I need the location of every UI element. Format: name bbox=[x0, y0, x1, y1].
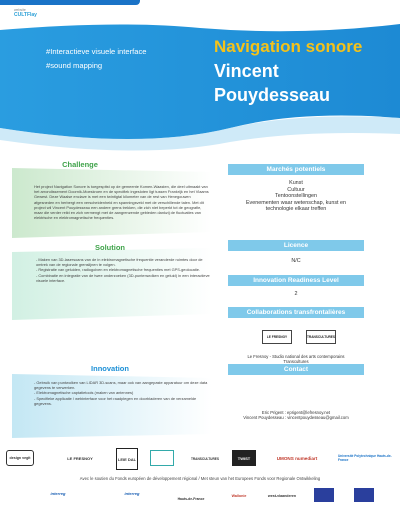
markets-heading: Marchés potentiels bbox=[228, 164, 364, 175]
collaborations-caption bbox=[228, 354, 364, 365]
innovation-heading: Innovation bbox=[91, 364, 129, 373]
partner-logo: TWIST bbox=[232, 450, 256, 466]
innovation-item: - Gebruik van puntwolken van LIDAR 3D-scans, maar ook van aangepaste apparatuur om deze data gegevens te verwerken. bbox=[34, 380, 208, 391]
collaboration-caption-2: Transcultures bbox=[283, 359, 309, 365]
partner-logo: Université Polytechnique Hauts-de-France bbox=[338, 454, 392, 462]
solution-item: - Maken van 3D-lasersoans van de in elektromagnetische frequentie veranderde ruimtes door de omtrek van de regionale grenslijnen te volgen. bbox=[36, 257, 203, 268]
transcultures-logo: TRANSCULTURES bbox=[306, 330, 336, 344]
contact-line-1: Eric Prigent : eprigent@lefresnoy.net bbox=[261, 410, 331, 415]
market-item: Kunst bbox=[289, 180, 303, 186]
artist-first-name: Vincent bbox=[214, 61, 279, 81]
innovation-item: - Specifieke applicatie / webinterface voor het raadplegen en doorbladeren van de verzamelde gegevens. bbox=[34, 395, 197, 406]
brand-logo: CULTFlay bbox=[14, 12, 37, 18]
partner-logo: LE FRESNOY bbox=[67, 455, 93, 461]
readiness-heading: Innovation Readiness Level bbox=[228, 275, 364, 286]
contact-heading: Contact bbox=[228, 364, 364, 375]
licence-value: N/C bbox=[291, 258, 301, 264]
solution-heading: Solution bbox=[95, 243, 125, 252]
market-item: Evenementen waar wetenschap, kunst en bbox=[245, 199, 347, 206]
partner-logo: UMONS numediart bbox=[276, 455, 318, 461]
funder-logo: west-vlaanderen bbox=[267, 494, 297, 498]
readiness-value: 2 bbox=[294, 291, 298, 297]
artist-last-name: Pouydesseau bbox=[214, 85, 331, 105]
support-statement: Avec le soutien du Fonds européen de développement régional / Met steun van het Europees Fonds voor Regionale Ontwikkeling bbox=[79, 476, 321, 481]
funder-logo: Wallonie bbox=[231, 494, 247, 498]
market-item: Cultuur bbox=[287, 186, 305, 193]
header bbox=[0, 0, 400, 158]
partner-logo: design vegit bbox=[6, 450, 34, 466]
project-title: Navigation sonore bbox=[214, 37, 363, 56]
funder-logo: interreg bbox=[50, 490, 66, 496]
contact-details bbox=[228, 410, 364, 421]
solution-item: - Combinatie en integratie van de twee onderzoeken (3D-puntenwolken en geluid) in een interactieve visuele interface. bbox=[36, 272, 210, 283]
markets-list bbox=[228, 180, 364, 213]
top-accent-bar bbox=[0, 0, 140, 5]
innovation-list bbox=[34, 380, 210, 406]
partner-logo: LEIE DAL bbox=[116, 448, 138, 470]
partner-logo bbox=[150, 450, 174, 466]
collaboration-caption-1: Le Fresnoy - Studio national des arts contemporains bbox=[247, 354, 345, 359]
flag-icon bbox=[354, 488, 374, 502]
challenge-text: Het project Navigation Sonore is toegespitst op de gemeente Komen-Waasten, die deel uitmaakt van het arrondissement Doornik-Moeskroen en de specifiek ingesloten ligt tussen Frankrijk en het Vlaams Gewest. Deze Waalse enclave is met een twintigtal kilometer van de rest van Henegouwen afgesneden en herbergt een verscheidenheid en spanningsveld met de verschillende talen. Met dit project wil Vincent Pouydesseau een andere grens trekken, die zich niet beperkt tot de geografie, maar die verder reikt en zich vermengt met de aangrenzende gebieden dankzij de fluctuaties van elektrische en elektromagnetische frequenties. bbox=[34, 184, 209, 221]
solution-item: - Registratie van geluiden, radiogolven en elektromagnetische frequenties met GPS-geolocatie. bbox=[36, 267, 200, 273]
solution-list bbox=[36, 257, 214, 283]
innovation-item: - Elektromagnetische captatietools (maken van antennes) bbox=[34, 390, 134, 396]
partner-logo: TRANSCULTURES bbox=[190, 457, 220, 461]
flag-icon bbox=[314, 488, 334, 502]
contact-line-2: Vincent Pouydesseau : vincentpouydesseau@gmail.com bbox=[243, 415, 349, 421]
challenge-heading: Challenge bbox=[62, 160, 98, 169]
market-item: technologie elkaar treffen bbox=[265, 206, 327, 213]
le-fresnoy-logo: LE FRESNOY bbox=[262, 330, 292, 344]
collaborations-heading: Collaborations transfrontalières bbox=[228, 307, 364, 318]
funder-logo: interreg bbox=[124, 490, 140, 496]
tagline-1: #Interactieve visuele interface bbox=[46, 47, 147, 56]
project-tag: website bbox=[14, 8, 26, 12]
funder-logo: Hauts-de-France bbox=[177, 497, 205, 501]
market-item: Tentoonstellingen bbox=[275, 193, 317, 200]
header-background bbox=[0, 0, 400, 158]
licence-heading: Licence bbox=[228, 240, 364, 251]
tagline-2: #sound mapping bbox=[46, 61, 103, 70]
